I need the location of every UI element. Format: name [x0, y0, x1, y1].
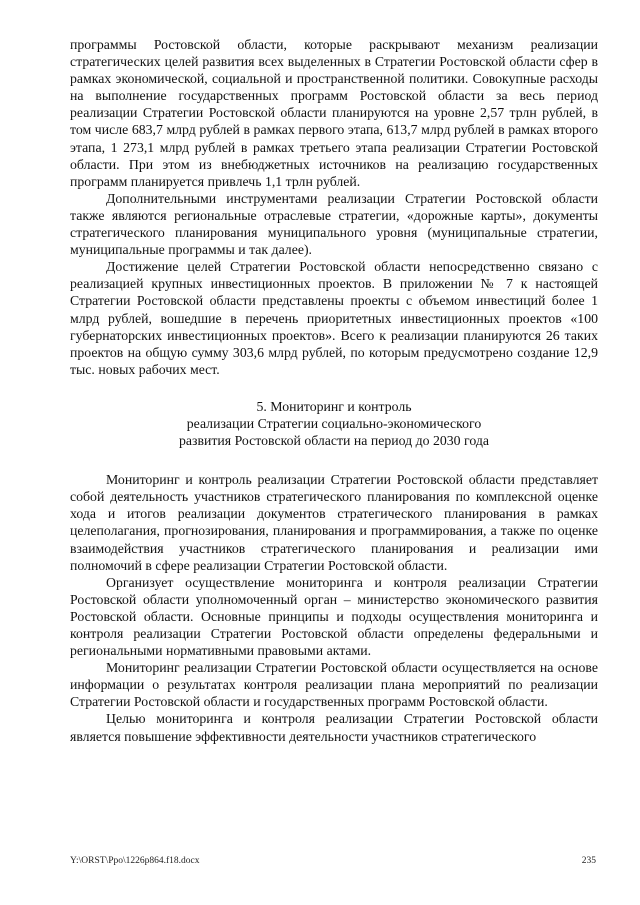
page-footer — [70, 856, 598, 870]
section-heading — [70, 398, 598, 449]
footer-page-number: 235 — [581, 856, 596, 866]
paragraph-programs-expenses: программы Ростовской области, которые раскрывают механизм реализации стратегических целей развития всех выделенных в Стратегии Ростовской области сфер в рамках экономической, социальной и пространственной политики. Совокупные расходы на выполнение государственных программ Ростовской области за весь период реализации Стратегии Ростовской области планируются на уровне 2,57 трлн рублей, в том числе 683,7 млрд рублей в рамках первого этапа, 613,7 млрд рублей в рамках второго этапа, 1 273,1 млрд рублей в рамках третьего этапа реализации Стратегии Ростовской области. При этом из внебюджетных источников на реализацию государственных программ планируется привлечь 1,1 трлн рублей. — [70, 37, 598, 189]
section-heading-line-2: реализации Стратегии социально-экономического — [186, 415, 482, 431]
section-heading-line-1: 5. Мониторинг и контроль — [256, 398, 412, 414]
paragraph-monitoring-basis: Мониторинг реализации Стратегии Ростовской области осуществляется на основе информации о результатах контроля реализации плана мероприятий по реализации Стратегии Ростовской области и государственных программ Ростовской области. — [70, 660, 598, 710]
paragraph-investment-projects: Достижение целей Стратегии Ростовской области непосредственно связано с реализацией крупных инвестиционных проектов. В приложении № 7 к настоящей Стратегии Ростовской области представлены проекты с объемом инвестиций более 1 млрд рублей, вошедшие в перечень приоритетных инвестиционных проектов «100 губернаторских инвестиционных проектов». Всего к реализации планируются 26 таких проектов на общую сумму 303,6 млрд рублей, по которым предусмотрено создание 12,9 тыс. новых рабочих мест. — [70, 259, 598, 377]
footer-file-path: Y:\ORST\Ppo\1226p864.f18.docx — [70, 856, 200, 866]
paragraph-monitoring-definition: Мониторинг и контроль реализации Стратегии Ростовской области представляет собой деятельность участников стратегического планирования по комплексной оценке хода и итогов реализации документов стратегического планирования в рамках целеполагания, прогнозирования, планирования и программирования, а также по оценке взаимодействия участников стратегического планирования и реализации ими полномочий в сфере реализации Стратегии Ростовской области. — [70, 472, 598, 573]
paragraph-monitoring-goal: Целью мониторинга и контроля реализации Стратегии Ростовской области является повышение эффективности деятельности участников стратегического — [70, 711, 598, 744]
section-heading-line-3: развития Ростовской области на период до 2030 года — [179, 433, 489, 449]
document-page — [70, 36, 598, 745]
paragraph-authorized-body: Организует осуществление мониторинга и контроля реализации Стратегии Ростовской области уполномоченный орган – министерство экономического развития Ростовской области. Основные принципы и подходы осуществления мониторинга и контроля реализации Стратегии Ростовской области определены федеральными и региональными нормативными правовыми актами. — [70, 574, 598, 659]
paragraph-additional-instruments: Дополнительными инструментами реализации Стратегии Ростовской области также являются региональные отраслевые стратегии, «дорожные карты», документы стратегического планирования муниципального уровня (муниципальные стратегии, муниципальные программы и так далее). — [70, 190, 598, 258]
